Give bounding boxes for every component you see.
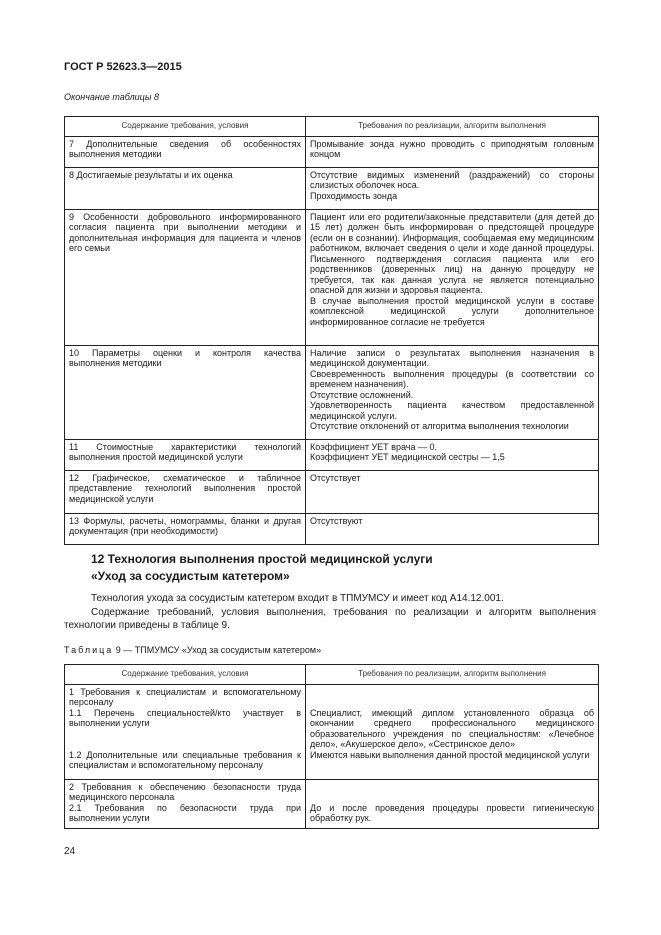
implementation-cell: Коэффициент УЕТ врача — 0. Коэффициент УЕТ медицинской сестры — 1,5 xyxy=(310,441,505,462)
table-row xyxy=(65,684,599,779)
table-header-row xyxy=(65,665,599,685)
column-header: Требования по реализации, алгоритм выполнения xyxy=(306,117,599,137)
requirement-cell: 9 Особенности добровольного информированного согласия пациента при выполнении методики и дополнительная информация для пациента и членов его семьи xyxy=(69,211,301,253)
section-title-line: «Уход за сосудистым катетером» xyxy=(91,569,290,583)
paragraph: Технология ухода за сосудистым катетером входит в ТПМУМСУ и имеет код А14.12.001. xyxy=(91,593,504,604)
implementation-cell: Промывание зонда нужно проводить с приподнятым головным концом xyxy=(310,138,594,159)
section-title xyxy=(91,551,433,585)
implementation-cell: Отсутствие видимых изменений (раздражений) со стороны слизистых оболочек носа. Проходимость зонда xyxy=(310,169,594,201)
requirement-cell: 11 Стоимостные характеристики технологий выполнения простой медицинской услуги xyxy=(69,441,301,462)
requirement-cell: 7 Дополнительные сведения об особенностях выполнения методики xyxy=(69,138,301,159)
column-header: Требования по реализации, алгоритм выполнения xyxy=(306,665,599,685)
table-row xyxy=(65,439,599,470)
table-caption-text: 9 — ТПМУМСУ «Уход за сосудистым катетером» xyxy=(113,645,322,655)
page-number: 24 xyxy=(64,846,76,857)
implementation-cell: Пациент или его родители/законные представители (для детей до 15 лет) должен быть информирован о предстоящей процедуре (если он в сознании). Информация, сообщаемая ему медицинским работником, включает сведения о цели и ходе данной процедуры. Письменного подтверждения согласия пациента или его родственников (доверенных лиц) на данную процедуру не требуется, так как данная услуга не является потенциально опасной для жизни и здоровья пациента. В случае выполнения простой медицинской услуги в составе комплексной медицинской услуги дополнительное информированное согласие не требуется xyxy=(310,211,594,327)
table-row xyxy=(65,167,599,209)
section-title-line: 12 Технология выполнения простой медицинской услуги xyxy=(91,552,433,566)
column-header: Содержание требования, условия xyxy=(65,117,306,137)
requirement-cell: 12 Графическое, схематическое и табличное представление технологий выполнения простой медицинской услуги xyxy=(69,472,301,504)
requirement-cell: 2 Требования к обеспечению безопасности труда медицинского персонала 2.1 Требования по безопасности труда при выполнении услуги xyxy=(69,781,301,823)
table-9 xyxy=(64,664,599,829)
table-row xyxy=(65,209,599,345)
requirement-cell: 8 Достигаемые результаты и их оценка xyxy=(69,169,233,180)
table-continuation-note: Окончание таблицы 8 xyxy=(64,92,159,102)
table-caption xyxy=(64,645,321,655)
document-code: ГОСТ Р 52623.3—2015 xyxy=(64,61,182,73)
table-8 xyxy=(64,116,599,545)
implementation-cell: Наличие записи о результатах выполнения назначения в медицинской документации. Своевременность выполнения процедуры (в соответствии со временем назначения). Отсутствие осложнений. Удовлетворенность пациента качеством предоставленной медицинской услуги. Отсутствие отклонений от алгоритма выполнения технологии xyxy=(310,347,594,431)
table-row xyxy=(65,136,599,167)
requirement-cell: 10 Параметры оценки и контроля качества выполнения методики xyxy=(69,347,301,368)
table-row xyxy=(65,779,599,828)
implementation-cell: Отсутствуют xyxy=(310,515,363,526)
implementation-cell: До и после проведения процедуры провести гигиеническую обработку рук. xyxy=(310,802,594,823)
table-header-row xyxy=(65,117,599,137)
table-caption-word: Таблица xyxy=(64,645,114,655)
requirement-cell: 1 Требования к специалистам и вспомогательному персоналу 1.1 Перечень специальностей/кто участвует в выполнении услуги 1.2 Дополнительные или специальные требования к специалистам и вспомогательному персоналу xyxy=(69,686,301,770)
requirement-cell: 13 Формулы, расчеты, номограммы, бланки и другая документация (при необходимости) xyxy=(69,515,301,536)
table-row xyxy=(65,513,599,544)
paragraph: Содержание требований, условия выполнения, требования по реализации и алгоритм выполнения технологии приведены в таблице 9. xyxy=(64,607,596,631)
implementation-cell: Отсутствует xyxy=(310,472,361,483)
implementation-cell: Специалист, имеющий диплом установленного образца об окончании среднего профессионального медицинского образовательного учреждения по специальностям: «Лечебное дело», «Акушерское дело», «Сестринское дело» Имеются навыки выполнения данной простой медицинской услуги xyxy=(310,707,594,760)
table-row xyxy=(65,470,599,513)
column-header: Содержание требования, условия xyxy=(65,665,306,685)
table-row xyxy=(65,345,599,439)
